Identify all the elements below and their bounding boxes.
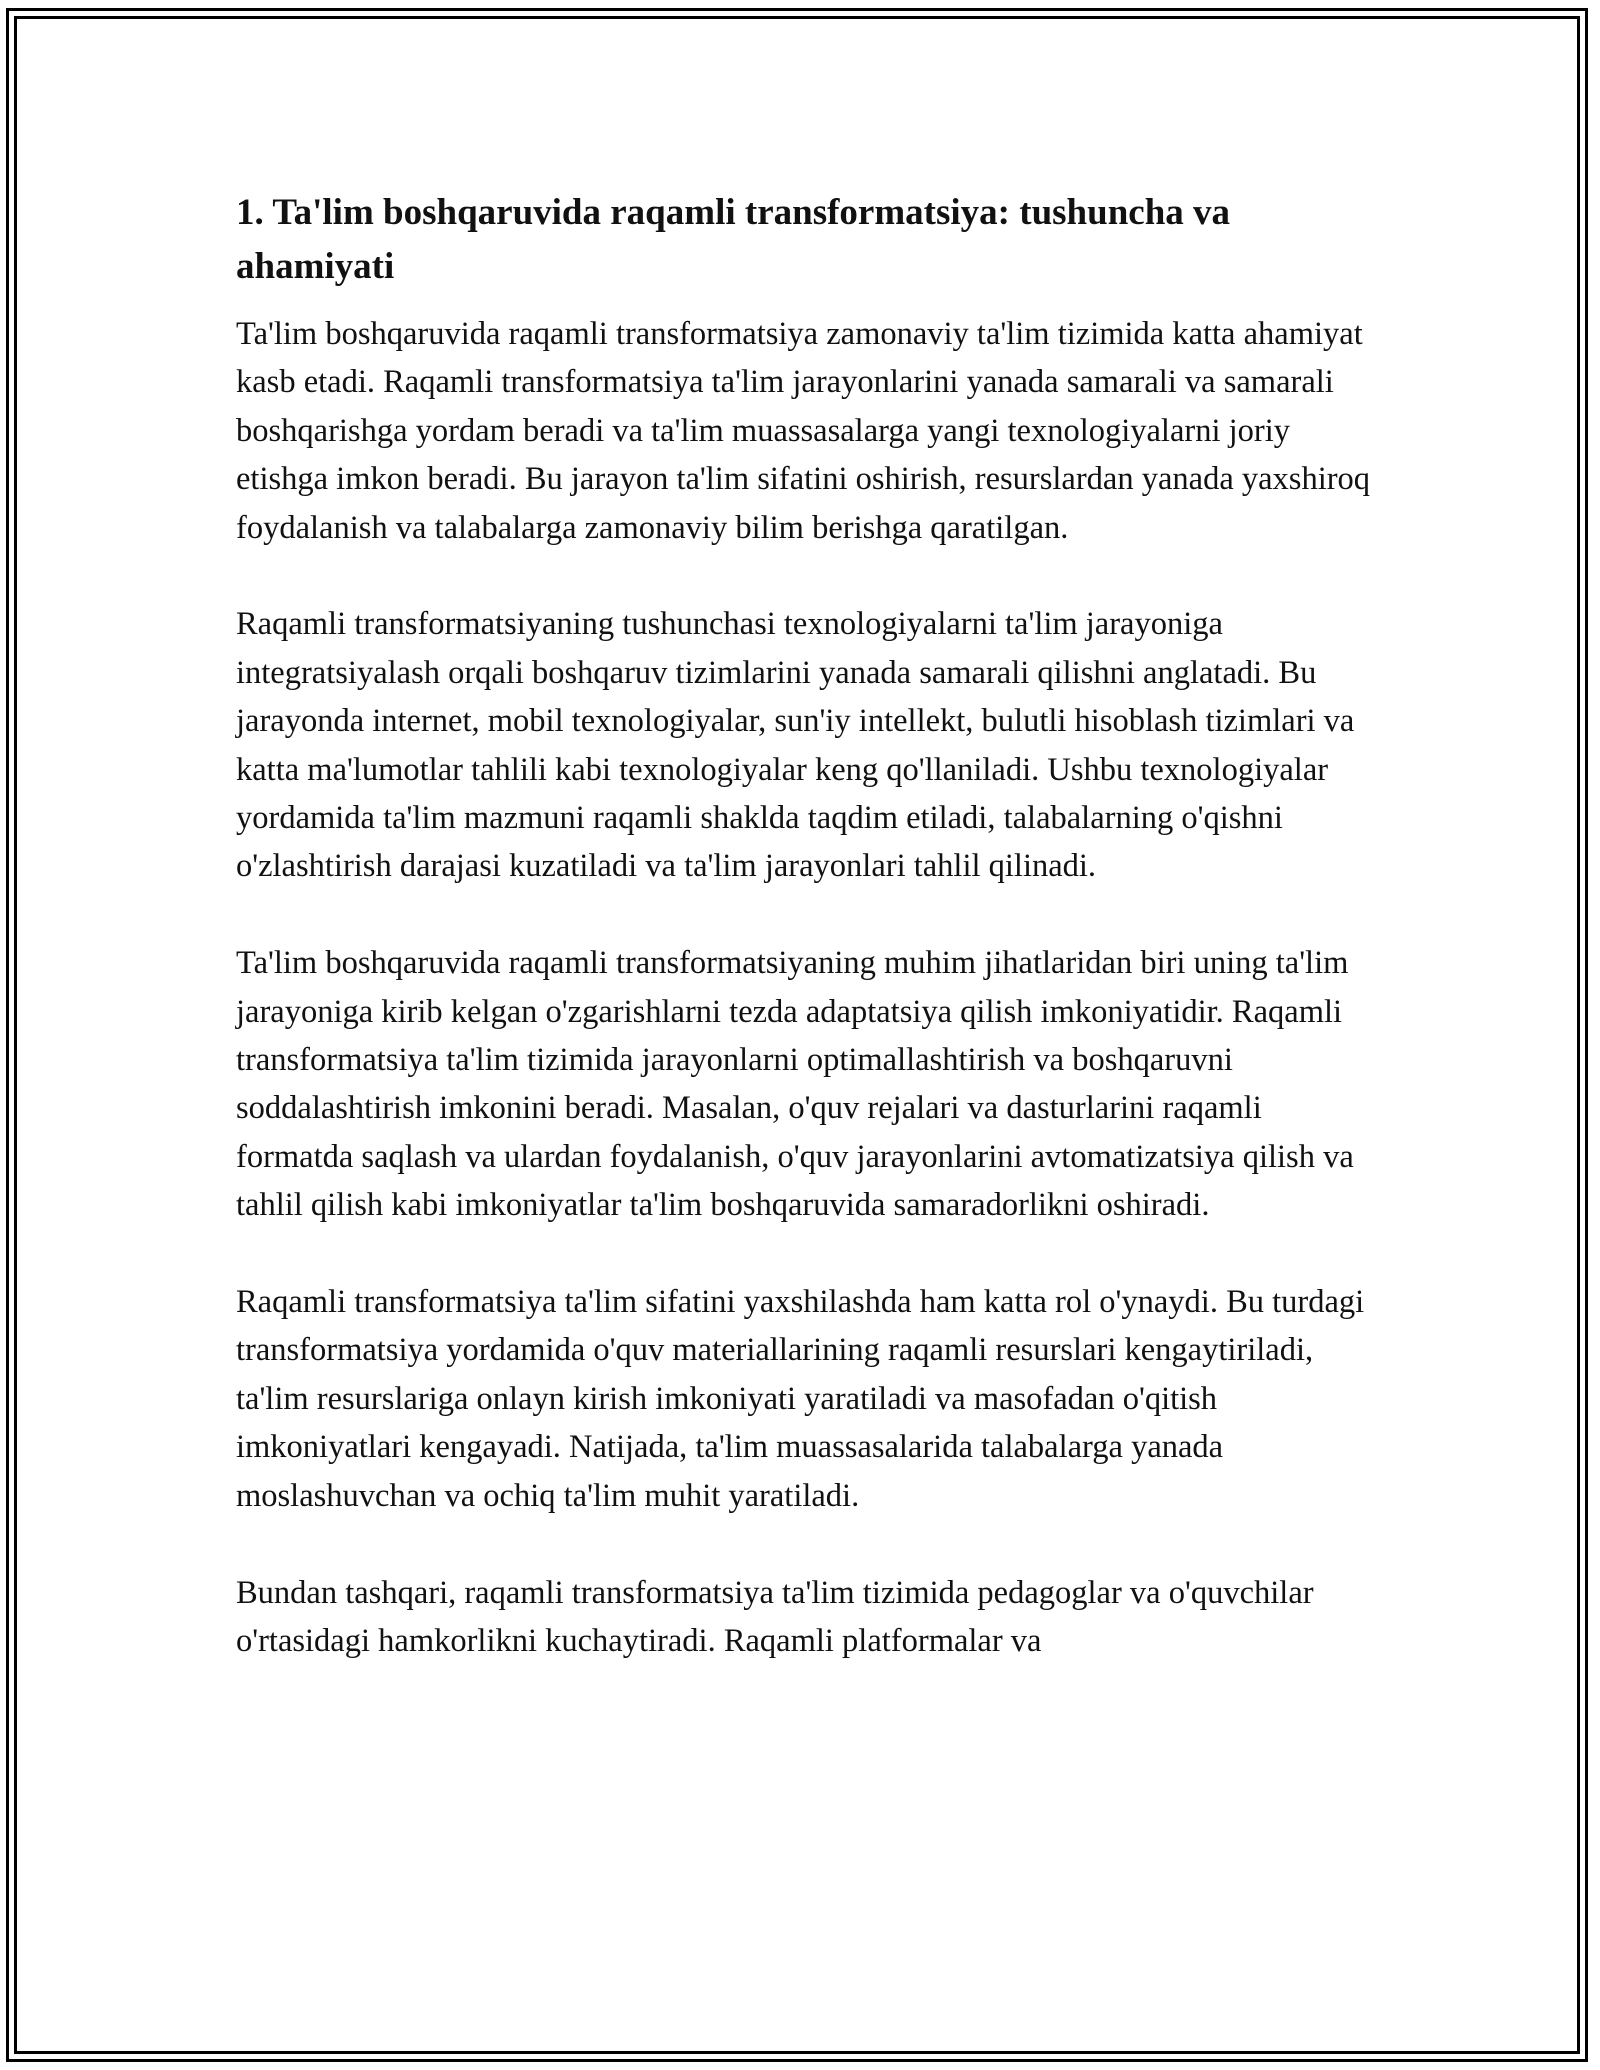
paragraph-2: Raqamli transformatsiyaning tushunchasi texnologiyalarni ta'lim jarayoniga integratsiyalash orqali boshqaruv tizimlarini yanada samarali qilishni anglatadi. Bu jarayonda internet, mobil texnologiyalar, sun'iy intellekt, bulutli hisoblash tizimlari va katta ma'lumotlar tahlili kabi texnologiyalar keng qo'llaniladi. Ushbu texnologiyalar yordamida ta'lim mazmuni raqamli shaklda taqdim etiladi, talabalarning o'qishni o'zlashtirish darajasi kuzatiladi va ta'lim jarayonlari tahlil qilinadi. xyxy=(236,606,1355,885)
paragraph-5: Bundan tashqari, raqamli transformatsiya ta'lim tizimida pedagoglar va o'quvchilar o'rtasidagi hamkorlikni kuchaytiradi. Raqamli platformalar va xyxy=(236,1574,1314,1659)
section-heading: 1. Ta'lim boshqaruvida raqamli transformatsiya: tushuncha va ahamiyati xyxy=(236,192,1231,287)
paragraph-3: Ta'lim boshqaruvida raqamli transformatsiyaning muhim jihatlaridan biri uning ta'lim jarayoniga kirib kelgan o'zgarishlarni tezda adaptatsiya qilish imkoniyatidir. Raqamli transformatsiya ta'lim tizimida jarayonlarni optimallashtirish va boshqaruvni soddalashtirish imkonini beradi. Masalan, o'quv rejalari va dasturlarini raqamli formatda saqlash va ulardan foydalanish, o'quv jarayonlarini avtomatizatsiya qilish va tahlil qilish kabi imkoniyatlar ta'lim boshqaruvida samaradorlikni oshiradi. xyxy=(236,945,1354,1224)
paragraph-4: Raqamli transformatsiya ta'lim sifatini yaxshilashda ham katta rol o'ynaydi. Bu turdagi transformatsiya yordamida o'quv materiallarining raqamli resurslari kengaytiriladi, ta'lim resurslariga onlayn kirish imkoniyati yaratiladi va masofadan o'qitish imkoniyatlari kengayadi. Natijada, ta'lim muassasalarida talabalarga yanada moslashuvchan va ochiq ta'lim muhit yaratiladi. xyxy=(236,1284,1365,1514)
document-body xyxy=(236,186,1376,1714)
paragraph-1: Ta'lim boshqaruvida raqamli transformatsiya zamonaviy ta'lim tizimida katta ahamiyat kasb etadi. Raqamli transformatsiya ta'lim jarayonlarini yanada samarali va samarali boshqarishga yordam beradi va ta'lim muassasalarga yangi texnologiyalarni joriy etishga imkon beradi. Bu jarayon ta'lim sifatini oshirish, resurslardan yanada yaxshiroq foydalanish va talabalarga zamonaviy bilim berishga qaratilgan. xyxy=(236,316,1371,546)
